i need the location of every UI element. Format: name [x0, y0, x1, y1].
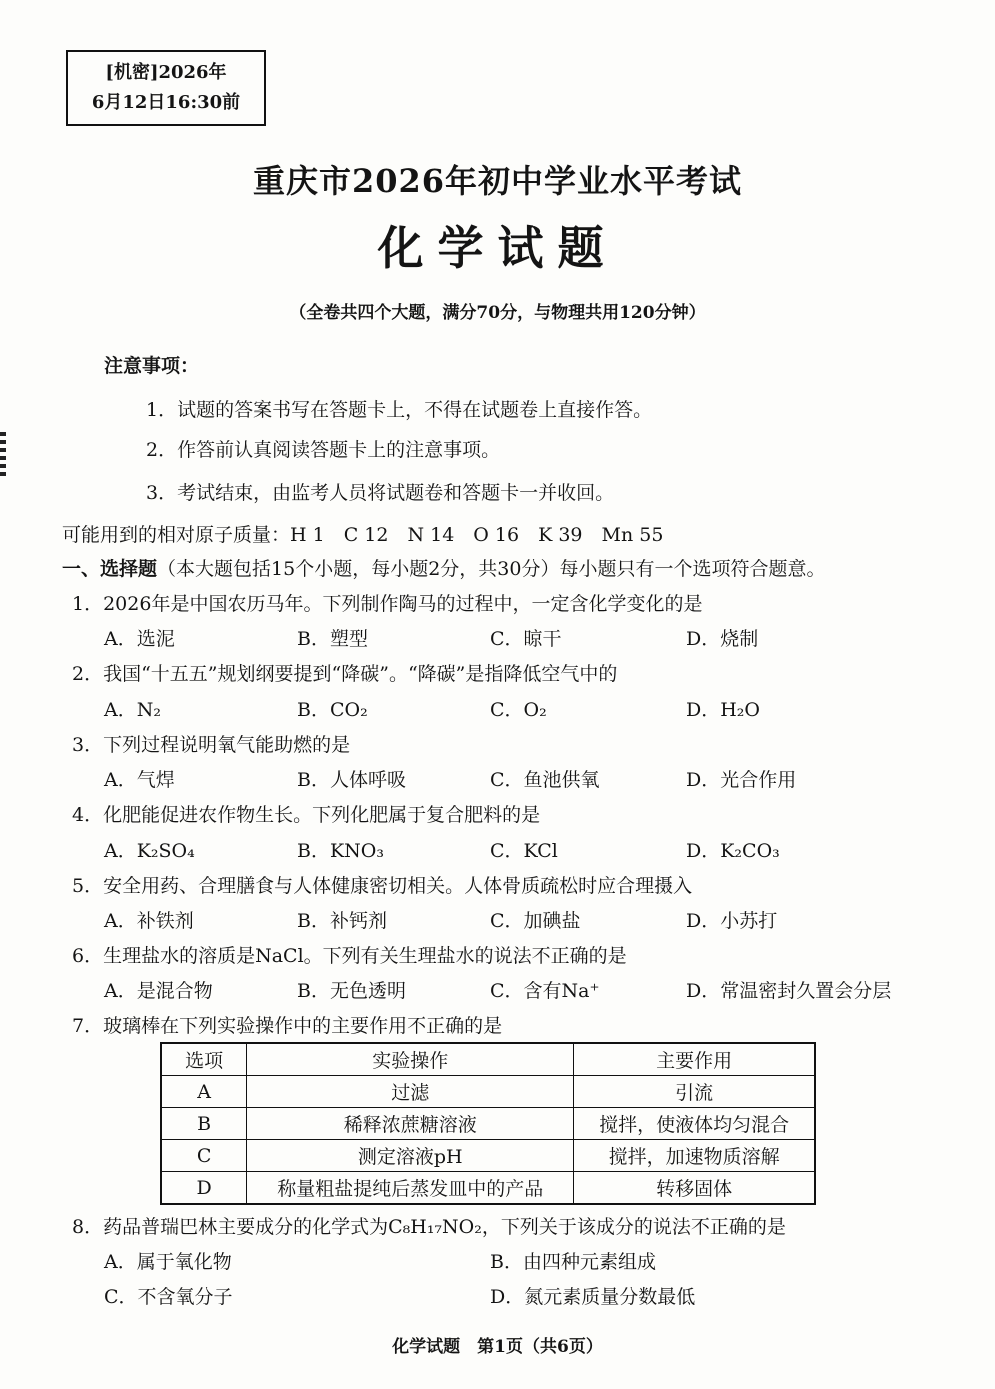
table-header: 选项 [161, 1043, 247, 1076]
option-a: A．属于氧化物 [104, 1251, 232, 1273]
table-cell: 搅拌，加速物质溶解 [574, 1140, 815, 1172]
section-label: 一、选择题 [62, 558, 158, 580]
option-b: B．KNO₃ [297, 840, 384, 862]
table-row [161, 1140, 815, 1172]
table-header: 实验操作 [247, 1043, 574, 1076]
option-b: B．CO₂ [297, 699, 368, 721]
option-b: B．人体呼吸 [297, 769, 406, 791]
option-b: B．无色透明 [297, 980, 406, 1002]
option-a: A．K₂SO₄ [104, 840, 195, 862]
exam-subtitle: （全卷共四个大题，满分70分，与物理共用120分钟） [289, 303, 706, 323]
table-header: 主要作用 [574, 1043, 815, 1076]
table-cell: 搅拌，使液体均匀混合 [574, 1108, 815, 1140]
option-d: D．烧制 [686, 628, 759, 650]
question-stem: 5．安全用药、合理膳食与人体健康密切相关。人体骨质疏松时应合理摄入 [72, 875, 693, 897]
question-stem: 1．2026年是中国农历马年。下列制作陶马的过程中，一定含化学变化的是 [72, 593, 703, 615]
option-c: C．含有Na⁺ [490, 980, 600, 1002]
binding-margin-mark [0, 432, 6, 476]
table-cell: C [161, 1140, 247, 1172]
option-d: D．光合作用 [686, 769, 797, 791]
option-c: C．加碘盐 [490, 910, 581, 932]
option-c: C．晾干 [490, 628, 562, 650]
option-d: D．氮元素质量分数最低 [490, 1286, 696, 1308]
question-stem: 6．生理盐水的溶质是NaCl。下列有关生理盐水的说法不正确的是 [72, 945, 627, 967]
option-d: D．常温密封久置会分层 [686, 980, 892, 1002]
option-a: A．选泥 [104, 628, 175, 650]
table-cell: 转移固体 [574, 1172, 815, 1205]
option-b: B．补钙剂 [297, 910, 387, 932]
table-row [161, 1076, 815, 1108]
exam-title: 重庆市2026年初中学业水平考试 [252, 162, 743, 200]
option-d: D．H₂O [686, 699, 760, 721]
option-c: C．KCl [490, 840, 558, 862]
option-c: C．O₂ [490, 699, 547, 721]
option-a: A．气焊 [104, 769, 175, 791]
table-cell: 称量粗盐提纯后蒸发皿中的产品 [247, 1172, 574, 1205]
option-a: A．是混合物 [104, 980, 213, 1002]
confidential-line1: [机密]2026年 [105, 62, 227, 83]
section-heading [62, 556, 825, 582]
subject-title: 化学试题 [377, 221, 618, 275]
notice-item: 2．作答前认真阅读答题卡上的注意事项。 [146, 439, 501, 461]
table-cell: 测定溶液pH [247, 1140, 574, 1172]
option-b: B．塑型 [297, 628, 368, 650]
confidential-line2: 6月12日16:30前 [91, 92, 241, 113]
question-stem: 4．化肥能促进农作物生长。下列化肥属于复合肥料的是 [72, 804, 541, 826]
option-d: D．小苏打 [686, 910, 778, 932]
table-row [161, 1172, 815, 1205]
option-b: B．由四种元素组成 [490, 1251, 656, 1273]
table-cell: A [161, 1076, 247, 1108]
section-description: （本大题包括15个小题，每小题2分，共30分）每小题只有一个选项符合题意。 [157, 558, 826, 580]
question-stem: 7．玻璃棒在下列实验操作中的主要作用不正确的是 [72, 1015, 503, 1037]
option-a: A．补铁剂 [104, 910, 194, 932]
page-footer: 化学试题 第1页（共6页） [392, 1337, 603, 1357]
table-cell: B [161, 1108, 247, 1140]
option-d: D．K₂CO₃ [686, 840, 780, 862]
table-cell: D [161, 1172, 247, 1205]
table-cell: 过滤 [247, 1076, 574, 1108]
table-cell: 引流 [574, 1076, 815, 1108]
question-stem: 2．我国“十五五”规划纲要提到“降碳”。“降碳”是指降低空气中的 [72, 663, 618, 685]
table-header-row [161, 1043, 815, 1076]
table-cell: 稀释浓蔗糖溶液 [247, 1108, 574, 1140]
q7-table [160, 1042, 816, 1205]
atomic-masses: 可能用到的相对原子质量：H 1 C 12 N 14 O 16 K 39 Mn 55 [62, 524, 664, 546]
notice-heading: 注意事项： [104, 355, 200, 377]
question-stem: 3．下列过程说明氧气能助燃的是 [72, 734, 351, 756]
notice-item: 1．试题的答案书写在答题卡上，不得在试题卷上直接作答。 [146, 399, 653, 421]
option-c: C．鱼池供氧 [490, 769, 600, 791]
confidential-box [66, 50, 266, 126]
notice-item: 3．考试结束，由监考人员将试题卷和答题卡一并收回。 [146, 482, 615, 504]
option-a: A．N₂ [104, 699, 161, 721]
table-row [161, 1108, 815, 1140]
question-stem: 8．药品普瑞巴林主要成分的化学式为C₈H₁₇NO₂，下列关于该成分的说法不正确的是 [72, 1216, 786, 1238]
option-c: C．不含氧分子 [104, 1286, 233, 1308]
